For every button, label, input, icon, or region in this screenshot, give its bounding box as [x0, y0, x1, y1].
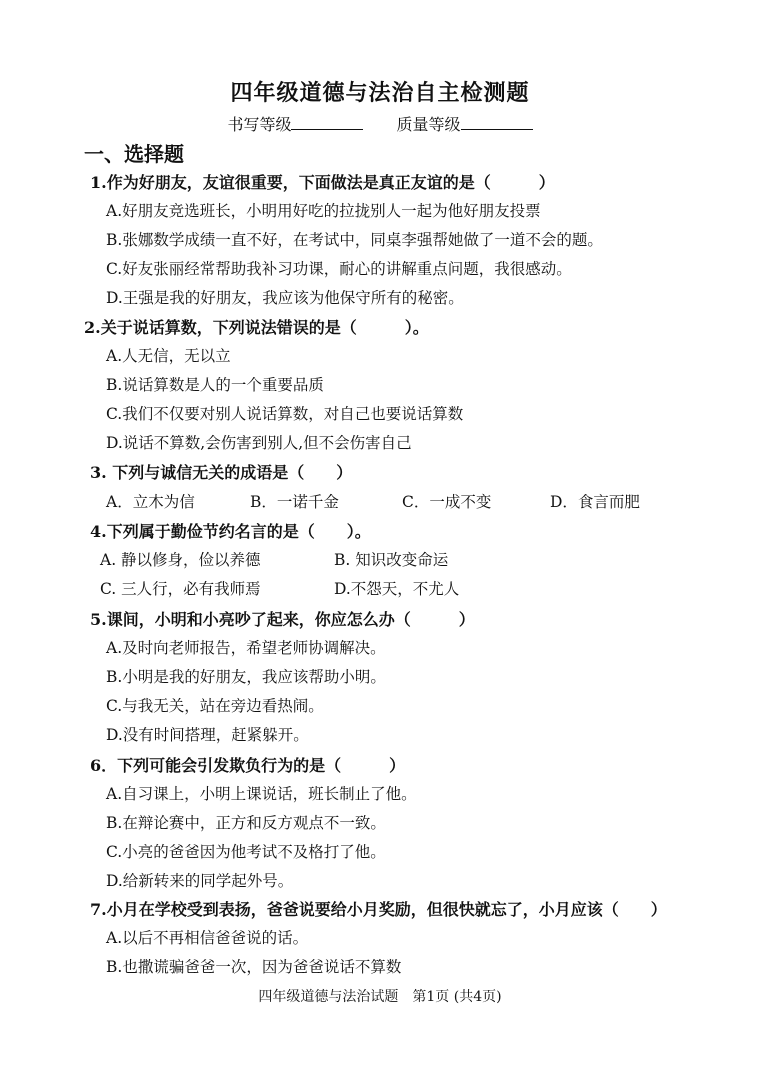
question-4-option-d: D.不怨天，不尤人: [334, 580, 460, 598]
question-7-option-b: B.也撒谎骗爸爸一次，因为爸爸说话不算数: [106, 958, 402, 976]
question-6-option-a: A.自习课上，小明上课说话，班长制止了他。: [106, 785, 417, 803]
quality-grade: [397, 112, 533, 135]
question-4: 4.下列属于勤俭节约名言的是（ ）。: [90, 522, 371, 541]
section-title: 一、选择题: [84, 142, 184, 166]
question-3-option-b: B．一诺千金: [250, 493, 339, 511]
question-3-option-a: A．立木为信: [106, 493, 195, 511]
question-6: 6．下列可能会引发欺负行为的是（ ）: [90, 756, 406, 775]
question-3-option-d: D．食言而肥: [550, 493, 640, 511]
page-title: 四年级道德与法治自主检测题: [230, 80, 530, 106]
writing-grade: [227, 112, 363, 135]
question-2-option-a: A.人无信，无以立: [106, 347, 231, 365]
question-5-option-b: B.小明是我的好朋友，我应该帮助小明。: [106, 668, 386, 686]
question-1-option-d: D.王强是我的好朋友，我应该为他保守所有的秘密。: [106, 289, 464, 307]
question-6-option-b: B.在辩论赛中，正方和反方观点不一致。: [106, 814, 386, 832]
question-4-option-c: C. 三人行，必有我师焉: [100, 580, 261, 598]
question-2: 2.关于说话算数，下列说法错误的是（ ）。: [84, 318, 429, 337]
question-1: 1.作为好朋友，友谊很重要，下面做法是真正友谊的是（ ）: [90, 173, 555, 192]
question-5-option-d: D.没有时间搭理，赶紧躲开。: [106, 726, 309, 744]
question-6-option-d: D.给新转来的同学起外号。: [106, 872, 294, 890]
question-3-option-c: C．一成不变: [402, 493, 492, 511]
question-1-option-b: B.张娜数学成绩一直不好，在考试中，同桌李强帮她做了一道不会的题。: [106, 231, 603, 249]
quality-grade-label: 质量等级: [396, 115, 461, 134]
question-1-option-a: A.好朋友竞选班长，小明用好吃的拉拢别人一起为他好朋友投票: [106, 202, 541, 220]
question-1-option-c: C.好友张丽经常帮助我补习功课，耐心的讲解重点问题，我很感动。: [106, 260, 572, 278]
question-4-option-b: B. 知识改变命运: [334, 551, 449, 569]
question-3: 3. 下列与诚信无关的成语是（ ）: [90, 463, 353, 482]
writing-grade-blank[interactable]: [291, 115, 363, 130]
grade-fields: [0, 112, 760, 135]
question-7: 7.小月在学校受到表扬，爸爸说要给小月奖励，但很快就忘了，小月应该（ ）: [90, 900, 667, 919]
question-2-option-b: B.说话算数是人的一个重要品质: [106, 376, 324, 394]
quality-grade-blank[interactable]: [461, 115, 533, 130]
question-4-option-a: A. 静以修身，俭以养德: [100, 551, 261, 569]
question-2-option-c: C.我们不仅要对别人说话算数，对自己也要说话算数: [106, 405, 464, 423]
page-footer: 四年级道德与法治试题 第1页 (共4页): [258, 989, 502, 1005]
writing-grade-label: 书写等级: [227, 115, 292, 134]
question-5-option-c: C.与我无关，站在旁边看热闹。: [106, 697, 324, 715]
question-5-option-a: A.及时向老师报告，希望老师协调解决。: [106, 639, 386, 657]
question-7-option-a: A.以后不再相信爸爸说的话。: [106, 929, 309, 947]
question-6-option-c: C.小亮的爸爸因为他考试不及格打了他。: [106, 843, 386, 861]
question-5: 5.课间，小明和小亮吵了起来，你应怎么办（ ）: [90, 610, 475, 629]
question-2-option-d: D.说话不算数,会伤害到别人,但不会伤害自己: [106, 434, 412, 452]
